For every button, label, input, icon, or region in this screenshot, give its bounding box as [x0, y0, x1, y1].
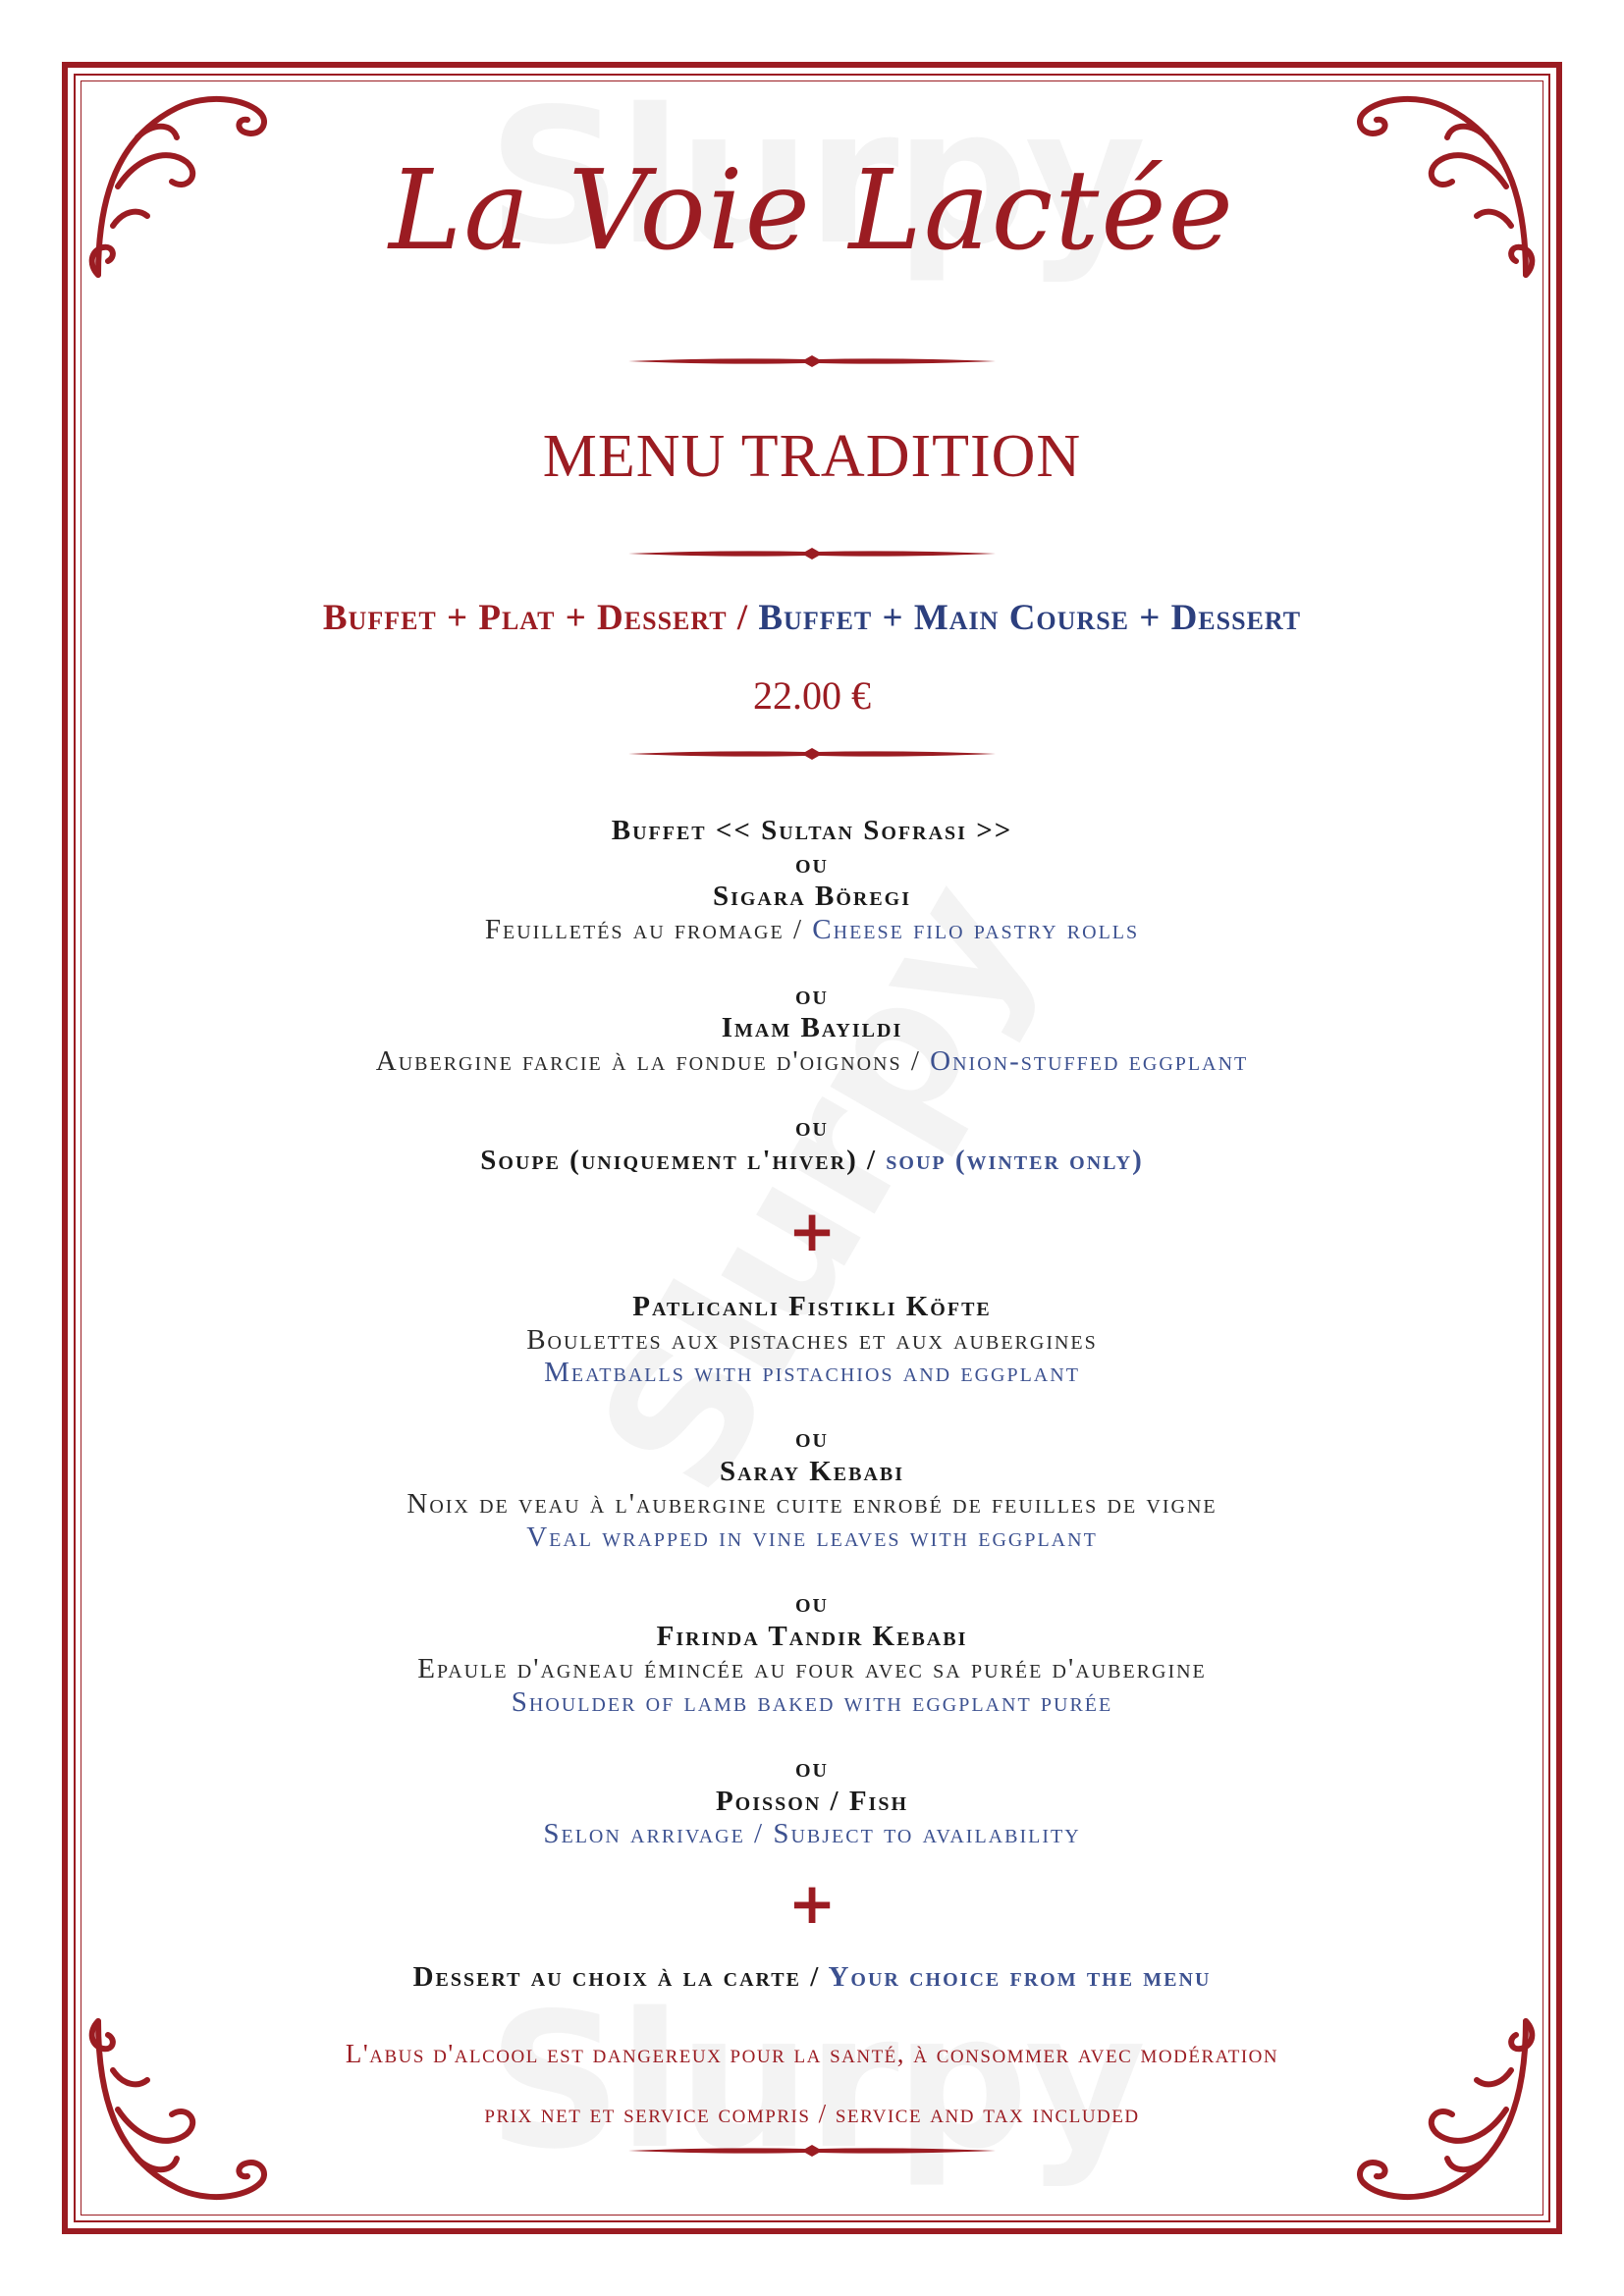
ornamental-divider	[628, 353, 996, 369]
description-english: Meatballs with pistachios and eggplant	[544, 1357, 1080, 1388]
service-note: prix net et service compris / service and tax included	[484, 2099, 1140, 2128]
dish-description: Aubergine farcie à la fondue d'oignons / Onion-stuffed eggplant	[375, 1045, 1249, 1077]
description-french: Epaule d'agneau émincée au four avec sa purée d'aubergine	[417, 1653, 1207, 1684]
description-french: Noix de veau à l'aubergine cuite enrobé de feuilles de vigne	[406, 1488, 1218, 1520]
description-french: Feuilletés au fromage	[484, 914, 785, 945]
soup-french: Soupe (uniquement l'hiver)	[480, 1145, 858, 1176]
dish-name: Firinda Tandir Kebabi	[656, 1621, 968, 1652]
description-english: Veal wrapped in vine leaves with eggplant	[526, 1522, 1098, 1553]
description-english: Onion-stuffed eggplant	[930, 1045, 1249, 1077]
dish-name: Imam Bayildi	[721, 1012, 903, 1043]
dish-name: Saray Kebabi	[719, 1456, 905, 1487]
dessert-english: Your choice from the menu	[828, 1961, 1212, 1993]
or-label: ou	[795, 1111, 829, 1143]
formula-separator: /	[736, 598, 749, 638]
alcohol-warning: L'abus d'alcool est dangereux pour la santé, à consommer avec modération	[345, 2039, 1279, 2068]
dish-description: Feuilletés au fromage / Cheese filo pastry rolls	[484, 914, 1140, 945]
or-label: ou	[795, 848, 829, 880]
description-english: Cheese filo pastry rolls	[812, 914, 1140, 945]
or-label: ou	[795, 1587, 829, 1619]
description-french: Boulettes aux pistaches et aux aubergines	[526, 1324, 1098, 1356]
soup-line: Soupe (uniquement l'hiver) / soup (winter only)	[480, 1145, 1144, 1176]
dish-name: Poisson / Fish	[715, 1786, 909, 1817]
formula-french: Buffet + Plat + Dessert	[322, 598, 728, 638]
plus-separator: +	[787, 1870, 837, 1937]
description-french: Aubergine farcie à la fondue d'oignons	[375, 1045, 902, 1077]
ornamental-divider	[628, 746, 996, 762]
or-label: ou	[795, 1752, 829, 1784]
menu-price: 22.00 €	[753, 673, 871, 718]
formula-english: Buffet + Main Course + Dessert	[758, 598, 1302, 638]
dish-availability: Selon arrivage / Subject to availability	[543, 1818, 1081, 1849]
menu-formula	[0, 597, 1624, 639]
buffet-title: Buffet << Sultan Sofrasi >>	[611, 815, 1013, 846]
ornamental-divider	[628, 546, 996, 561]
or-label: ou	[795, 980, 829, 1011]
dessert-line	[0, 1963, 1624, 1992]
dessert-separator: /	[810, 1961, 821, 1993]
dish-name: Sigara Böregi	[712, 881, 912, 912]
restaurant-name: La Voie Lactée	[389, 147, 1235, 275]
plus-separator: +	[787, 1198, 837, 1264]
ornamental-divider	[628, 2143, 996, 2159]
dish-name: Patlicanli Fistikli Köfte	[632, 1291, 992, 1322]
menu-title: MENU TRADITION	[542, 423, 1082, 490]
description-english: Shoulder of lamb baked with eggplant purée	[511, 1686, 1113, 1718]
soup-english: soup (winter only)	[886, 1145, 1144, 1176]
dessert-french: Dessert au choix à la carte	[412, 1961, 801, 1993]
or-label: ou	[795, 1422, 829, 1454]
